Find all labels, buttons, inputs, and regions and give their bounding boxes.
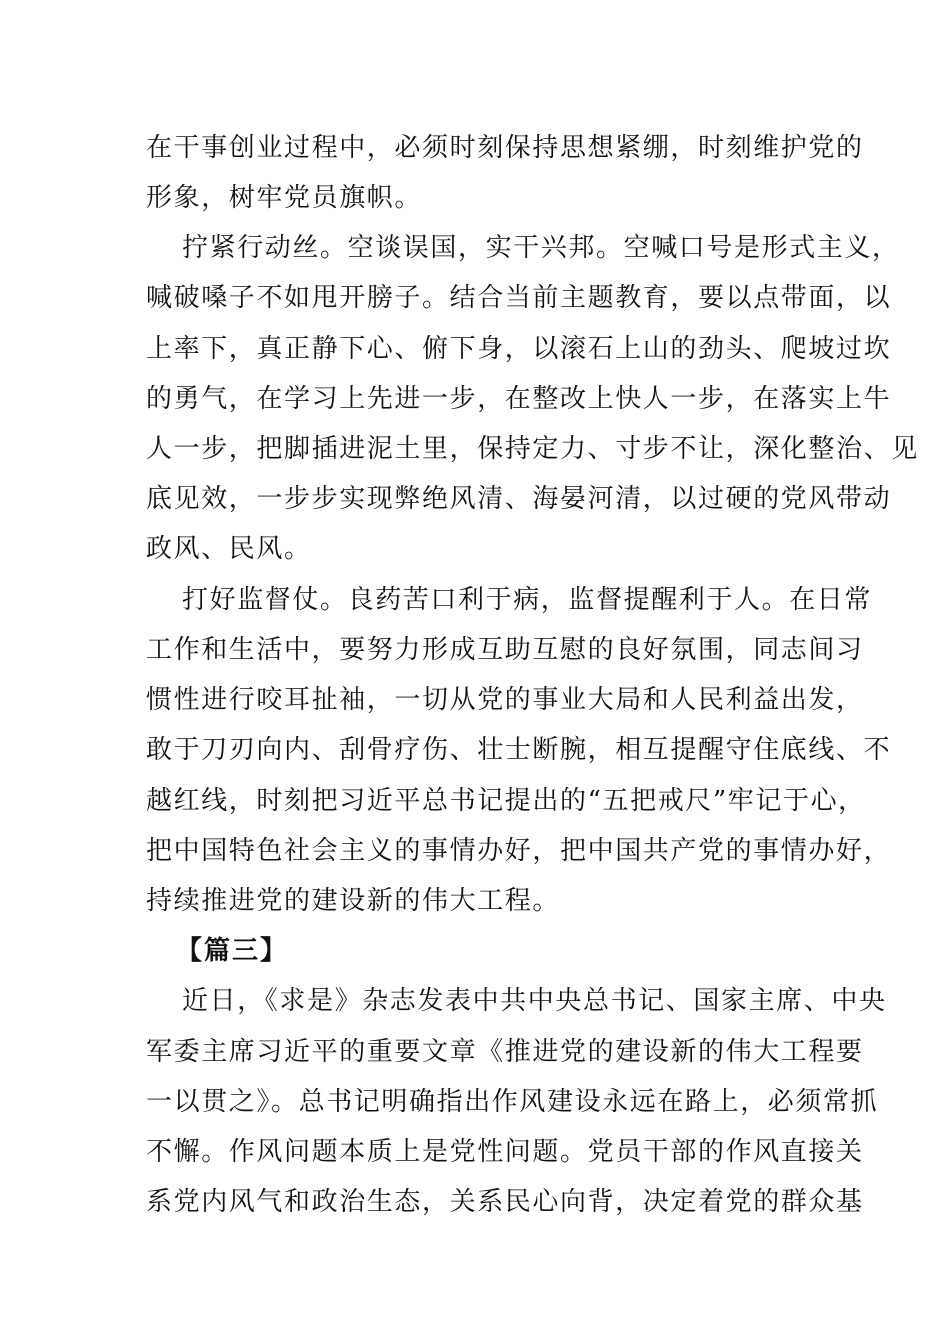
- paragraph-start-line: 近日，《求是》杂志发表中共中央总书记、国家主席、中央: [182, 986, 887, 1016]
- paragraph-start-line: 拧紧行动丝。空谈误国，实干兴邦。空喊口号是形式主义，: [182, 233, 900, 263]
- text-line: 喊破嗓子不如甩开膀子。结合当前主题教育，要以点带面，以: [146, 283, 892, 313]
- text-line: 底见效，一步步实现弊绝风清、海晏河清，以过硬的党风带动: [146, 484, 892, 514]
- text-line: 工作和生活中，要努力形成互助互慰的良好氛围，同志间习: [146, 635, 864, 665]
- text-line: 持续推进党的建设新的伟大工程。: [146, 886, 561, 916]
- text-line: 越红线，时刻把习近平总书记提出的“五把戒尺”牢记于心，: [146, 786, 866, 816]
- text-line: 系党内风气和政治生态，关系民心向背，决定着党的群众基: [146, 1187, 864, 1217]
- text-line: 在干事创业过程中，必须时刻保持思想紧绷，时刻维护党的: [146, 133, 864, 163]
- text-line: 一以贯之》。总书记明确指出作风建设永远在路上，必须常抓: [146, 1087, 879, 1117]
- text-line: 不懈。作风问题本质上是党性问题。党员干部的作风直接关: [146, 1137, 864, 1167]
- paragraph-start-line: 打好监督仗。良药苦口利于病，监督提醒利于人。在日常: [182, 585, 873, 615]
- text-line: 军委主席习近平的重要文章《推进党的建设新的伟大工程要: [146, 1037, 864, 1067]
- section-heading: 【篇三】: [176, 936, 289, 966]
- text-line: 的勇气，在学习上先进一步，在整改上快人一步，在落实上牛: [146, 384, 892, 414]
- text-line: 人一步，把脚插进泥土里，保持定力、寸步不让，深化整治、见: [146, 434, 919, 464]
- text-line: 上率下，真正静下心、俯下身，以滚石上山的劲头、爬坡过坎: [146, 334, 892, 364]
- text-line: 形象，树牢党员旗帜。: [146, 183, 423, 213]
- text-line: 政风、民风。: [146, 534, 312, 564]
- text-line: 惯性进行咬耳扯袖，一切从党的事业大局和人民利益出发，: [146, 685, 864, 715]
- text-line: 敢于刀刃向内、刮骨疗伤、壮士断腕，相互提醒守住底线、不: [146, 735, 892, 765]
- text-line: 把中国特色社会主义的事情办好，把中国共产党的事情办好，: [146, 836, 892, 866]
